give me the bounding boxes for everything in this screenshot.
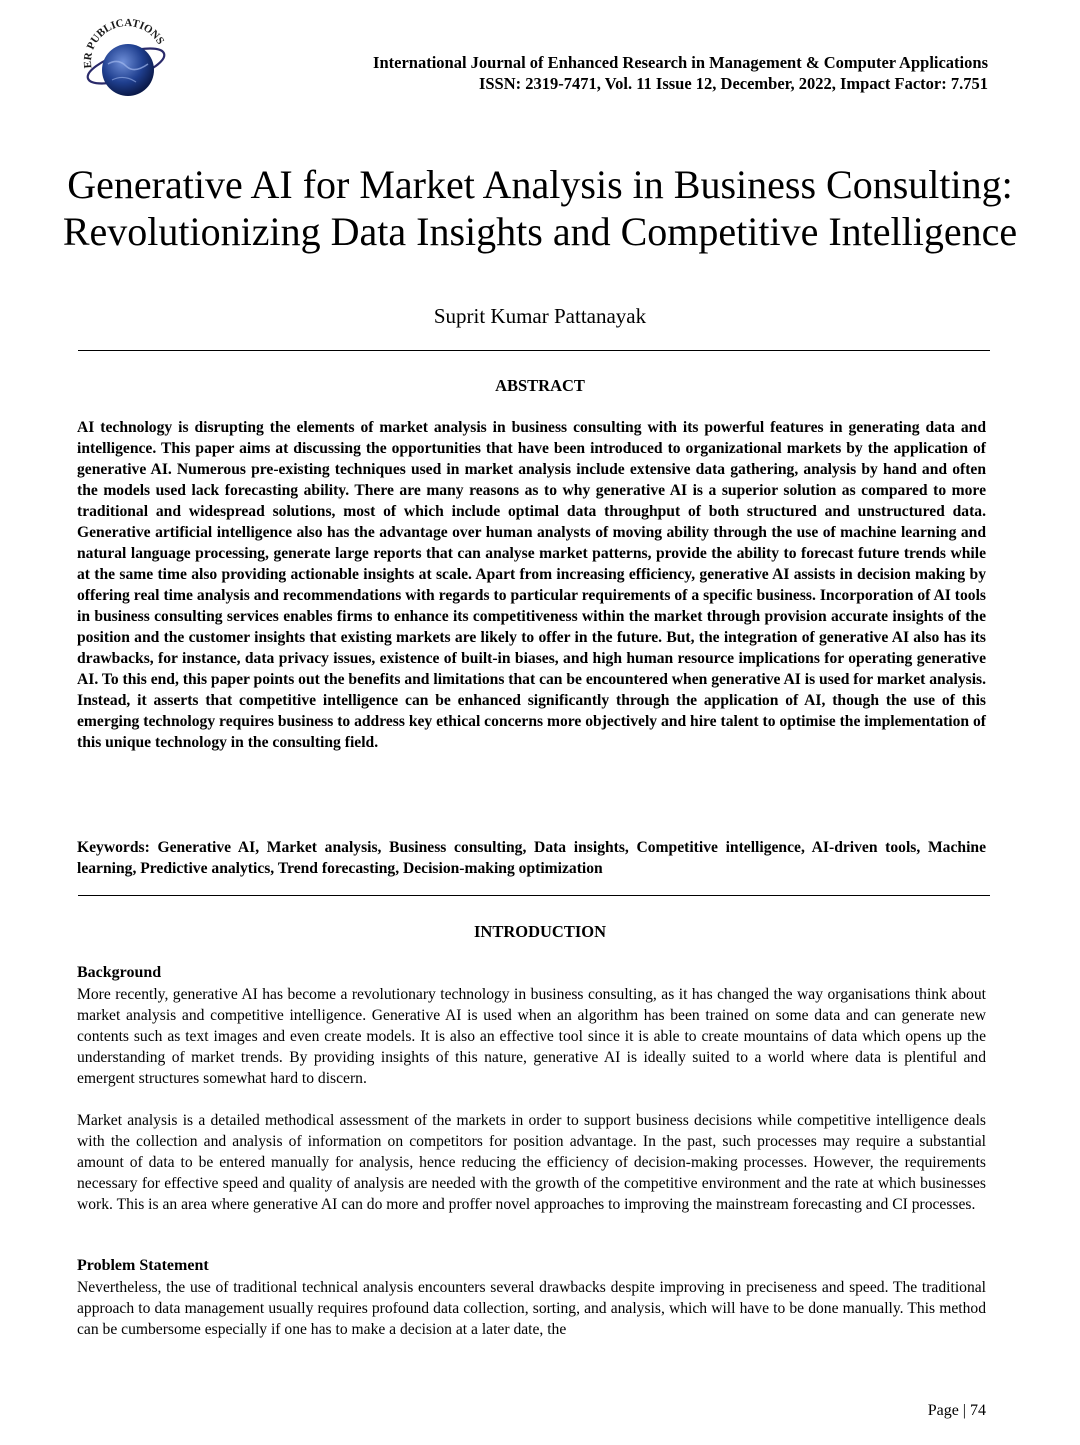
journal-name: International Journal of Enhanced Research in Management & Computer Applications [373,53,988,72]
problem-statement-paragraph: Nevertheless, the use of traditional technical analysis encounters several drawbacks despite improving in preciseness and speed. The traditional approach to data management usually requires profound data collection, sorting, and analysis, which will have to be done manually. This method can be cumbersome especially if one has to make a decision at a later date, the [77,1279,986,1338]
publisher-logo [78,14,174,110]
background-paragraph-2: Market analysis is a detailed methodical assessment of the markets in order to support business decisions while competitive intelligence deals with the collection and analysis of information on competitors for position advantage. In the past, such processes may require a substantial amount of data to be entered manually for analysis, hence reducing the efficiency of decision-making processes. However, the requirements necessary for effective speed and quality of analysis are needed with the growth of the competitive environment and the rate at which businesses work. This is an area where generative AI can do more and proffer novel approaches to improving the mainstream forecasting and CI processes. [77,1112,986,1213]
divider-bottom [78,895,990,896]
journal-header [268,52,988,94]
problem-statement-heading: Problem Statement [77,1257,209,1274]
divider-top [78,350,990,351]
background-heading: Background [77,964,162,981]
paper-title: Generative AI for Market Analysis in Business Consulting: Revolutionizing Data Insights and Competitive Intelligence [62,161,1018,254]
background-paragraph-1: More recently, generative AI has become a revolutionary technology in business consulting, as it has changed the way organisations think about market analysis and competitive intelligence. Generative AI is used when an algorithm has been trained on some data and can generate new contents such as text images and even create models. It is also an effective tool since it is able to create mountains of data which opens up the understanding of market trends. By providing insights of this nature, generative AI is ideally suited to a world where data is plentiful and emergent structures somewhat hard to discern. [77,986,986,1087]
journal-issue-info: ISSN: 2319-7471, Vol. 11 Issue 12, December, 2022, Impact Factor: 7.751 [478,74,988,93]
globe-icon [102,44,154,96]
logo-text: ER PUBLICATIONS [81,17,167,69]
author-name: Suprit Kumar Pattanayak [433,304,647,328]
page-number: Page | 74 [927,1402,986,1419]
introduction-heading: INTRODUCTION [473,922,607,941]
abstract-text: AI technology is disrupting the elements of market analysis in business consulting with its powerful features in generating data and intelligence. This paper aims at discussing the opportunities that have been introduced to organizational markets by the application of generative AI. Numerous pre-existing techniques used in market analysis include extensive data gathering, analysis by hand and often the models used lack forecasting ability. There are many reasons as to why generative AI is a superior solution as compared to more traditional and widespread solutions, most of which include optimal data throughput of both structured and unstructured data. Generative artificial intelligence also has the advantage over human analysts of moving ability through the use of machine learning and natural language processing, generate large reports that can analyse market patterns, provide the ability to forecast future trends while at the same time also providing actionable insights at scale. Apart from increasing efficiency, generative AI assists in decision making by offering real time analysis and recommendations with regards to particular requirements of a specific business. Incorporation of AI tools in business consulting services enables firms to enhance its competitiveness within the market through provision accurate insights of the position and the customer insights that existing markets are likely to offer in the future. But, the integration of generative AI also has its drawbacks, for instance, data privacy issues, existence of built-in biases, and high human resource implications for operating generative AI. To this end, this paper points out the benefits and limitations that can be encountered when generative AI is used for market analysis. Instead, it asserts that competitive intelligence can be enhanced significantly through the application of AI, though the use of this emerging technology requires business to address key ethical concerns more objectively and hire talent to optimise the implementation of this unique technology in the consulting field. [77,419,986,751]
keywords: Keywords: Generative AI, Market analysis, Business consulting, Data insights, Competitive intelligence, AI-driven tools, Machine learning, Predictive analytics, Trend forecasting, Decision-making optimization [77,839,986,877]
abstract-heading: ABSTRACT [495,376,585,395]
